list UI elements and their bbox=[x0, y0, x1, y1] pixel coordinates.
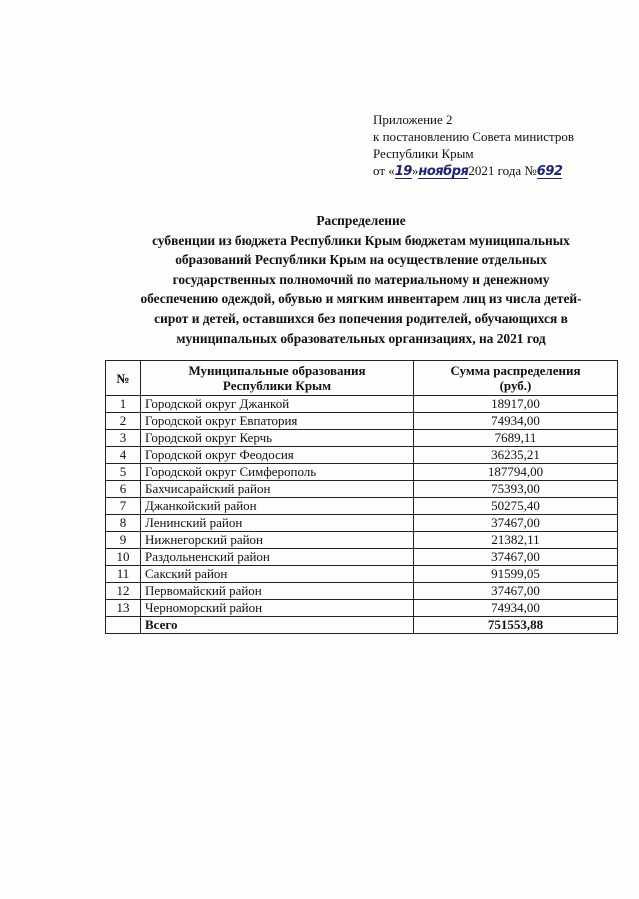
row-sum: 74934,00 bbox=[414, 413, 618, 430]
title-line: обеспечению одеждой, обувью и мягким инвентарем лиц из числа детей- bbox=[140, 291, 582, 307]
document-title bbox=[100, 211, 622, 348]
row-name: Первомайский район bbox=[141, 583, 414, 600]
title-line: образований Республики Крым на осуществление отдельных bbox=[175, 252, 547, 268]
date-prefix: от « bbox=[373, 163, 395, 178]
row-num: 11 bbox=[106, 566, 141, 583]
row-name: Сакский район bbox=[141, 566, 414, 583]
row-num: 9 bbox=[106, 532, 141, 549]
annex-republic: Республики Крым bbox=[373, 146, 474, 161]
table-row bbox=[106, 549, 618, 566]
row-name: Городской округ Евпатория bbox=[141, 413, 414, 430]
total-sum: 751553,88 bbox=[414, 617, 618, 634]
row-sum: 21382,11 bbox=[414, 532, 618, 549]
row-name: Городской округ Симферополь bbox=[141, 464, 414, 481]
row-sum: 74934,00 bbox=[414, 600, 618, 617]
annex-date-line bbox=[373, 162, 635, 179]
annex-ref: к постановлению Совета министров bbox=[373, 129, 574, 144]
row-sum: 7689,11 bbox=[414, 430, 618, 447]
table-row bbox=[106, 464, 618, 481]
row-name: Раздольненский район bbox=[141, 549, 414, 566]
date-mid: » bbox=[411, 163, 419, 178]
row-num: 5 bbox=[106, 464, 141, 481]
row-name: Нижнегорский район bbox=[141, 532, 414, 549]
title-line: сирот и детей, оставшихся без попечения родителей, обучающихся в bbox=[154, 310, 568, 326]
row-sum: 18917,00 bbox=[414, 396, 618, 413]
row-sum: 75393,00 bbox=[414, 481, 618, 498]
table-row bbox=[106, 566, 618, 583]
row-name: Городской округ Керчь bbox=[141, 430, 414, 447]
header-sum-line1: Сумма распределения bbox=[450, 363, 581, 378]
table-row bbox=[106, 396, 618, 413]
table-header-row bbox=[106, 361, 618, 396]
table-row bbox=[106, 498, 618, 515]
row-num: 12 bbox=[106, 583, 141, 600]
title-line: муниципальных образовательных организациях, на 2021 год bbox=[176, 330, 546, 346]
table-row bbox=[106, 413, 618, 430]
annex-block bbox=[373, 111, 635, 179]
header-sum-line2: (руб.) bbox=[499, 378, 532, 393]
row-sum: 91599,05 bbox=[414, 566, 618, 583]
table-row bbox=[106, 600, 618, 617]
row-num: 4 bbox=[106, 447, 141, 464]
header-num: № bbox=[106, 361, 141, 396]
row-name: Черноморский район bbox=[141, 600, 414, 617]
row-name: Городской округ Джанкой bbox=[141, 396, 414, 413]
row-num: 1 bbox=[106, 396, 141, 413]
total-label: Всего bbox=[141, 617, 414, 634]
row-name: Джанкойский район bbox=[141, 498, 414, 515]
table-row bbox=[106, 532, 618, 549]
title-line: субвенции из бюджета Республики Крым бюджетам муниципальных bbox=[152, 232, 570, 248]
row-sum: 37467,00 bbox=[414, 583, 618, 600]
row-num: 3 bbox=[106, 430, 141, 447]
row-sum: 50275,40 bbox=[414, 498, 618, 515]
date-suffix: 2021 года № bbox=[468, 163, 537, 178]
handwritten-number: 692 bbox=[536, 164, 563, 179]
row-num: 6 bbox=[106, 481, 141, 498]
total-row bbox=[106, 617, 618, 634]
row-sum: 36235,21 bbox=[414, 447, 618, 464]
handwritten-month: ноября bbox=[418, 164, 469, 179]
table-row bbox=[106, 583, 618, 600]
table-row bbox=[106, 430, 618, 447]
row-num: 13 bbox=[106, 600, 141, 617]
table-row bbox=[106, 481, 618, 498]
title-heading: Распределение bbox=[316, 213, 406, 228]
annex-title: Приложение 2 bbox=[373, 112, 453, 127]
row-name: Ленинский район bbox=[141, 515, 414, 532]
row-sum: 37467,00 bbox=[414, 515, 618, 532]
table-row bbox=[106, 447, 618, 464]
distribution-table bbox=[105, 360, 618, 634]
row-name: Городской округ Феодосия bbox=[141, 447, 414, 464]
total-num-empty bbox=[106, 617, 141, 634]
header-name-line1: Муниципальные образования bbox=[188, 363, 366, 378]
header-sum bbox=[414, 361, 618, 396]
row-num: 2 bbox=[106, 413, 141, 430]
row-sum: 187794,00 bbox=[414, 464, 618, 481]
row-name: Бахчисарайский район bbox=[141, 481, 414, 498]
handwritten-day: 19 bbox=[394, 164, 412, 179]
title-line: государственных полномочий по материальному и денежному bbox=[172, 271, 550, 287]
table-row bbox=[106, 515, 618, 532]
header-name bbox=[141, 361, 414, 396]
header-name-line2: Республики Крым bbox=[222, 378, 332, 393]
row-sum: 37467,00 bbox=[414, 549, 618, 566]
row-num: 10 bbox=[106, 549, 141, 566]
row-num: 8 bbox=[106, 515, 141, 532]
row-num: 7 bbox=[106, 498, 141, 515]
